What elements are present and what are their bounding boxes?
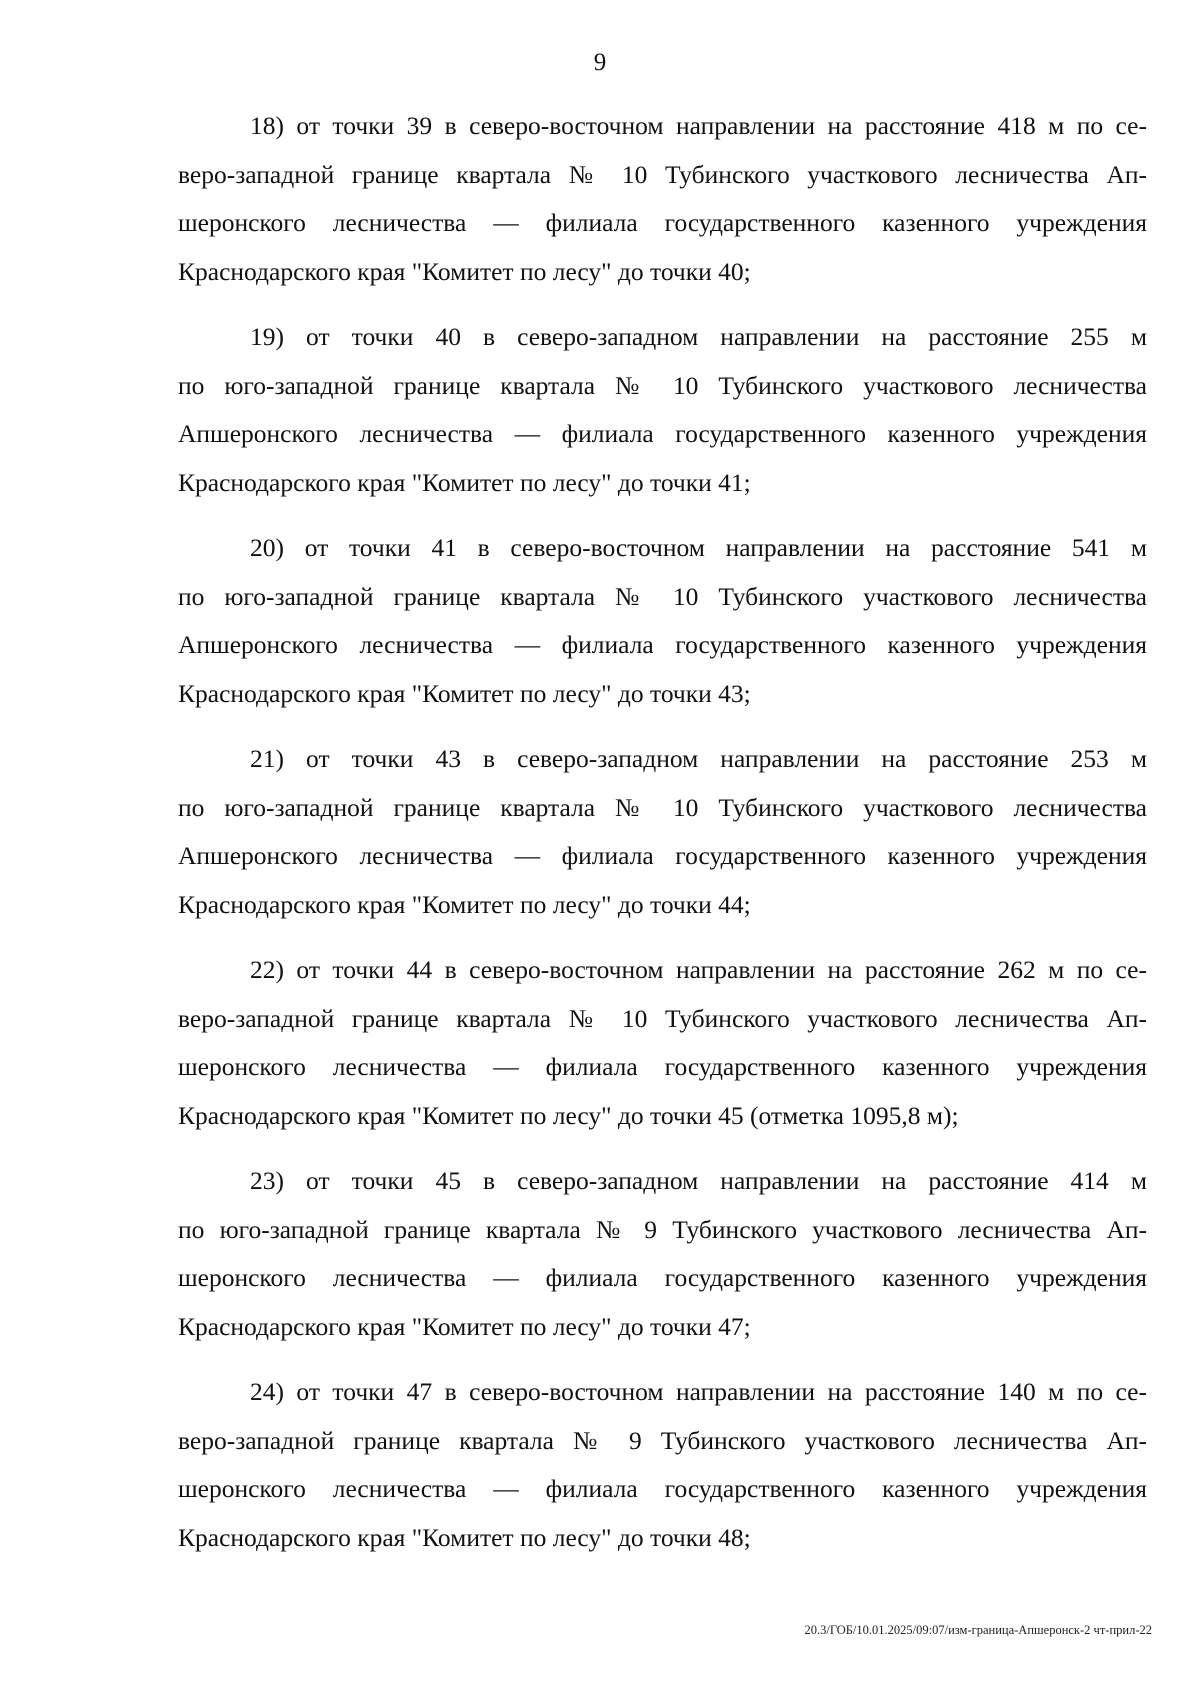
document-footer-code: 20.3/ГОБ/10.01.2025/09:07/изм-граница-Апшеронск-2 чт-прил-22 xyxy=(804,1623,1152,1637)
text-line: шеронского лесничества — филиала государственного казенного учреждения xyxy=(178,1263,1147,1292)
text-line: 20) от точки 41 в северо-восточном направлении на расстояние 541 м xyxy=(250,533,1147,562)
text-line: шеронского лесничества — филиала государственного казенного учреждения xyxy=(178,1052,1147,1081)
text-line: 22) от точки 44 в северо-восточном направлении на расстояние 262 м по се- xyxy=(250,955,1147,984)
text-line: Краснодарского края "Комитет по лесу" до точки 41; xyxy=(178,467,751,497)
list-item xyxy=(178,102,1147,296)
list-item xyxy=(178,1157,1147,1351)
text-line: Краснодарского края "Комитет по лесу" до точки 44; xyxy=(178,889,751,919)
text-line: Краснодарского края "Комитет по лесу" до точки 48; xyxy=(178,1522,751,1552)
text-line: по юго-западной границе квартала № 10 Тубинского участкового лесничества xyxy=(178,581,1147,611)
text-line: 18) от точки 39 в северо-восточном направлении на расстояние 418 м по се- xyxy=(250,111,1147,140)
text-line: Краснодарского края "Комитет по лесу" до точки 45 (отметка 1095,8 м); xyxy=(178,1100,959,1130)
text-line: по юго-западной границе квартала № 9 Тубинского участкового лесничества Ап- xyxy=(178,1214,1147,1244)
text-line: Краснодарского края "Комитет по лесу" до точки 40; xyxy=(178,256,751,286)
page-number: 9 xyxy=(593,49,607,76)
text-line: Апшеронского лесничества — филиала государственного казенного учреждения xyxy=(178,841,1147,870)
text-line: Краснодарского края "Комитет по лесу" до точки 47; xyxy=(178,1311,751,1341)
text-line: веро-западной границе квартала № 9 Тубинского участкового лесничества Ап- xyxy=(178,1425,1147,1455)
list-item xyxy=(178,1368,1147,1562)
text-line: 24) от точки 47 в северо-восточном направлении на расстояние 140 м по се- xyxy=(250,1377,1147,1406)
text-line: 23) от точки 45 в северо-западном направлении на расстояние 414 м xyxy=(250,1166,1147,1195)
text-line: Апшеронского лесничества — филиала государственного казенного учреждения xyxy=(178,630,1147,659)
list-item xyxy=(178,524,1147,718)
text-line: шеронского лесничества — филиала государственного казенного учреждения xyxy=(178,208,1147,237)
text-line: Апшеронского лесничества — филиала государственного казенного учреждения xyxy=(178,419,1147,448)
text-line: 21) от точки 43 в северо-западном направлении на расстояние 253 м xyxy=(250,744,1147,773)
text-line: веро-западной границе квартала № 10 Тубинского участкового лесничества Ап- xyxy=(178,1003,1147,1033)
text-line: Краснодарского края "Комитет по лесу" до точки 43; xyxy=(178,678,751,708)
list-item xyxy=(178,313,1147,507)
text-line: по юго-западной границе квартала № 10 Тубинского участкового лесничества xyxy=(178,370,1147,400)
text-line: 19) от точки 40 в северо-западном направлении на расстояние 255 м xyxy=(250,322,1147,351)
text-line: веро-западной границе квартала № 10 Тубинского участкового лесничества Ап- xyxy=(178,159,1147,189)
text-line: шеронского лесничества — филиала государственного казенного учреждения xyxy=(178,1474,1147,1503)
text-line: по юго-западной границе квартала № 10 Тубинского участкового лесничества xyxy=(178,792,1147,822)
list-item xyxy=(178,735,1147,929)
document-body xyxy=(178,102,1147,1579)
list-item xyxy=(178,946,1147,1140)
